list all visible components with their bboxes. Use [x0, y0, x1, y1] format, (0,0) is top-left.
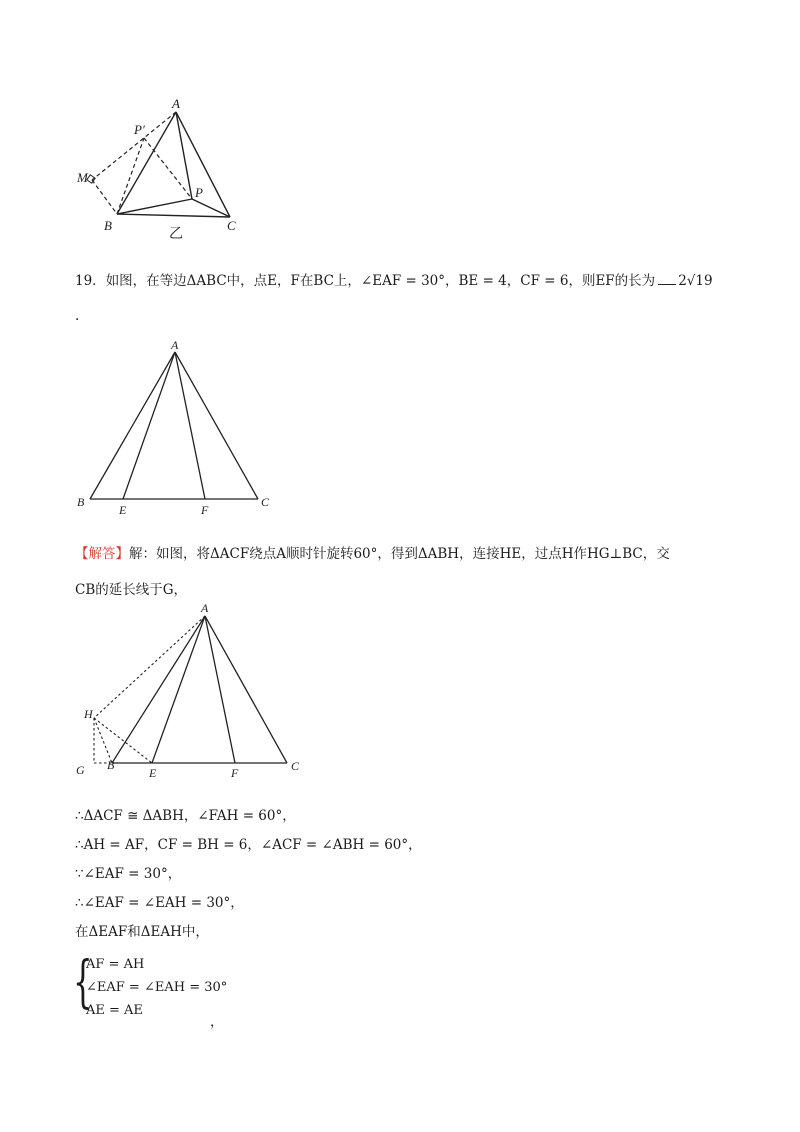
label-a: A — [201, 601, 209, 615]
label-c: C — [227, 218, 236, 233]
segment-ac — [175, 352, 258, 499]
solution-intro-line-2: CB的延长线于G， — [75, 582, 188, 598]
system-line-1: AF = AH — [86, 957, 145, 972]
segment-ae — [152, 616, 205, 763]
system-brace: { — [73, 950, 93, 1015]
segment-bp — [117, 199, 192, 214]
label-a: A — [171, 338, 179, 352]
solution-step-5: 在ΔEAF和ΔEAH中， — [75, 924, 209, 940]
question-answer: 2√19 — [678, 273, 713, 289]
label-c: C — [291, 759, 300, 773]
dashed-p-prime-p — [144, 138, 192, 199]
label-m: M — [77, 170, 88, 185]
label-p-prime: P′ — [134, 122, 145, 137]
segment-ac — [205, 616, 287, 763]
label-a: A — [172, 96, 180, 111]
question-19 — [75, 269, 713, 289]
figure-previous-problem — [70, 95, 270, 245]
question-text: 如图，在等边ΔABC中，点E，F在BC上，∠EAF = 30°，BE = 4，CF = 6，则EF的长为 — [105, 273, 656, 289]
segment-ab — [117, 112, 176, 214]
segment-af — [175, 352, 205, 499]
dashed-mb — [92, 180, 117, 214]
figure-caption: 乙 — [169, 227, 183, 242]
question-trailing-period: . — [75, 308, 80, 324]
system-line-2: ∠EAF = ∠EAH = 30° — [86, 980, 228, 995]
label-p: P — [195, 185, 203, 200]
solution-intro-text: 解：如图，将ΔACF绕点A顺时针旋转60°，得到ΔABH，连接HE，过点H作HG⊥BC，交 — [129, 546, 670, 562]
solution-tag: 【解答】 — [75, 546, 129, 562]
label-b: B — [104, 218, 112, 233]
answer-blank — [658, 272, 676, 285]
figure-solution — [70, 595, 310, 780]
label-b: B — [107, 758, 115, 772]
system-trailing-comma: ， — [210, 1014, 224, 1030]
label-b: B — [77, 495, 85, 509]
segment-ab — [90, 352, 175, 499]
label-e: E — [149, 766, 157, 780]
solution-step-1: ∴ΔACF ≅ ΔABH，∠FAH = 60°， — [75, 808, 296, 824]
segment-ae — [123, 352, 175, 499]
label-h: H — [84, 707, 93, 721]
dashed-he — [94, 718, 152, 763]
solution-step-2: ∴AH = AF，CF = BH = 6，∠ACF = ∠ABH = 60°， — [75, 837, 422, 853]
segment-af — [205, 616, 235, 763]
segment-ab — [112, 616, 205, 763]
system-line-3: AE = AE — [86, 1003, 143, 1018]
label-f: F — [231, 766, 239, 780]
solution-intro-line-1 — [75, 542, 670, 562]
segment-pc — [192, 199, 230, 217]
segment-ap — [176, 112, 192, 199]
label-c: C — [261, 495, 270, 509]
label-g: G — [76, 763, 85, 777]
label-f: F — [201, 503, 209, 517]
solution-step-4: ∴∠EAF = ∠EAH = 30°， — [75, 895, 244, 911]
label-e: E — [119, 503, 127, 517]
question-number: 19． — [75, 273, 106, 289]
solution-step-3: ∵∠EAF = 30°， — [75, 866, 182, 882]
figure-question-19 — [70, 335, 280, 520]
segment-bc — [117, 214, 230, 217]
